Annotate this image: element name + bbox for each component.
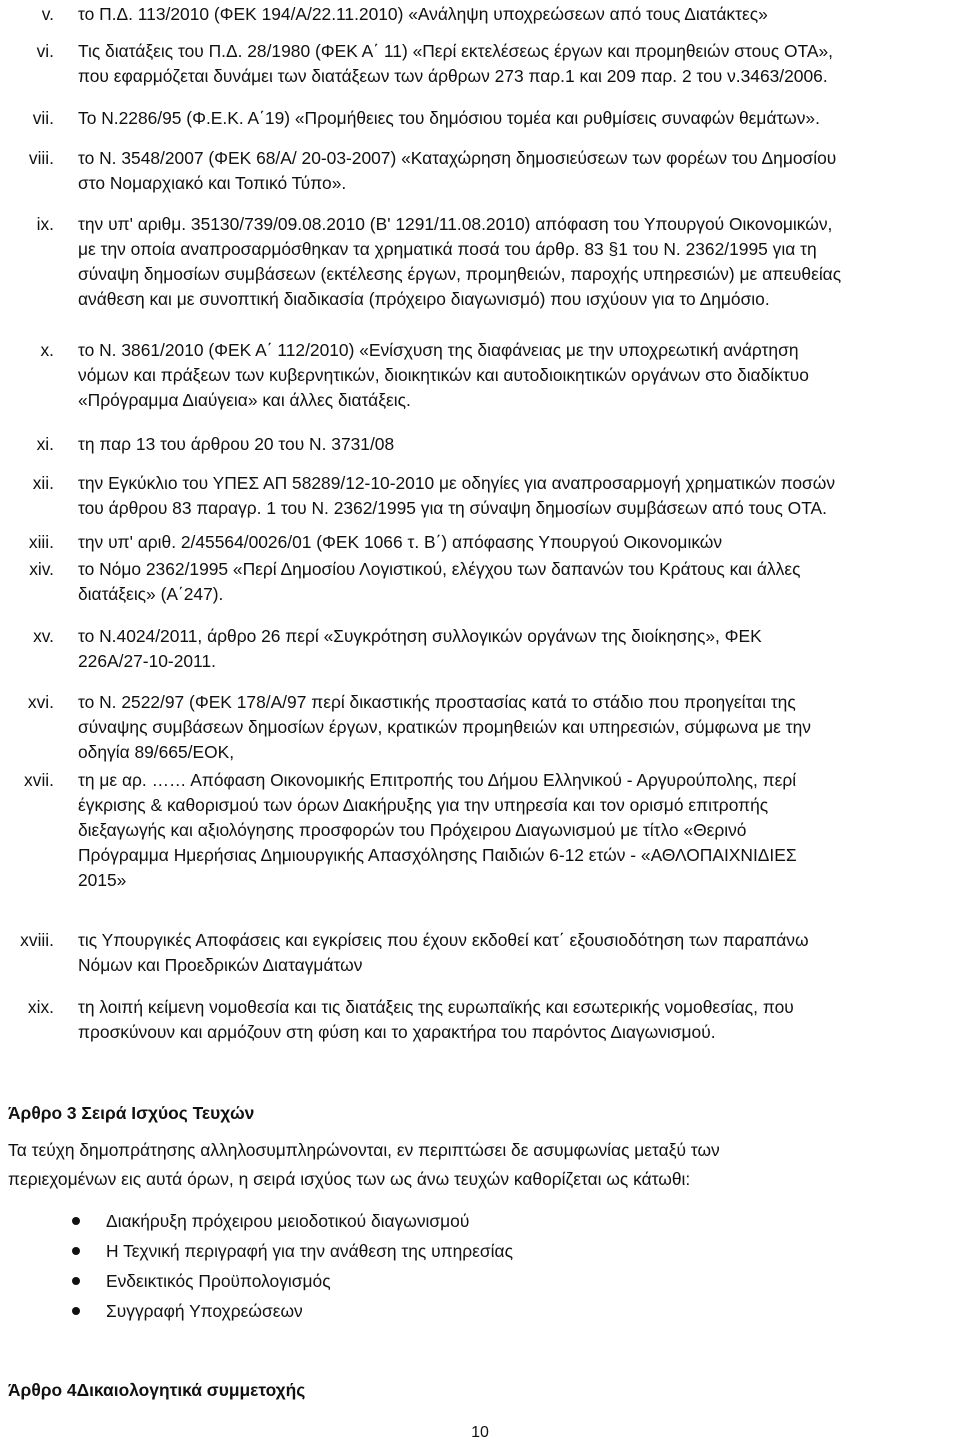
item-line: το Ν. 2522/97 (ΦΕΚ 178/Α/97 περί δικαστικής προστασίας κατά το στάδιο που προηγείται της [78, 692, 796, 712]
item-text [78, 212, 954, 312]
item-number: xix. [27, 997, 54, 1017]
item-line: Πρόγραμμα Ημερήσιας Δημιουργικής Απασχόλησης Παιδιών 6-12 ετών - «ΑΘΛΟΠΑΙΧΝΙΔΙΕΣ [78, 845, 797, 865]
item-text [78, 557, 954, 607]
item-line: οδηγία 89/665/ΕΟΚ, [78, 742, 235, 762]
item-text [78, 338, 954, 413]
item-number: x. [40, 340, 54, 360]
item-text [78, 2, 954, 27]
article-3-section [8, 1101, 954, 1326]
bullet-icon [72, 1217, 80, 1225]
item-line: με την οποία αναπροσαρμόσθηκαν τα χρηματικά ποσά του άρθρ. 83 §1 του Ν. 2362/1995 για τη [78, 239, 817, 259]
item-line: το Ν. 3548/2007 (ΦΕΚ 68/Α/ 20-03-2007) «Καταχώρηση δημοσιεύσεων των φορέων του Δημοσίου [78, 148, 837, 168]
bullet-icon [72, 1247, 80, 1255]
item-number: xvii. [24, 770, 54, 790]
article-3-title: Άρθρο 3 Σειρά Ισχύος Τευχών [8, 1103, 255, 1123]
item-line: τη με αρ. …… Απόφαση Οικονομικής Επιτροπής του Δήμου Ελληνικού - Αργυρούπολης, περί [78, 770, 797, 790]
item-text [78, 146, 954, 196]
item-line: ανάθεση και με συνοπτική διαδικασία (πρόχειρο διαγωνισμό) που ισχύουν για το Δημόσιο. [78, 289, 770, 309]
item-number: vi. [36, 41, 54, 61]
item-number: ix. [36, 214, 54, 234]
bullet-icon [72, 1277, 80, 1285]
paragraph-line: περιεχομένων εις αυτά όρων, η σειρά ισχύος των ως άνω τευχών καθορίζεται ως κάτωθι: [8, 1169, 691, 1189]
item-text [78, 995, 954, 1045]
item-line: διεξαγωγής και αξιολόγησης προσφορών του Πρόχειρου Διαγωνισμού με τίτλο «Θερινό [78, 820, 747, 840]
item-line: 2015» [78, 870, 127, 890]
item-text [78, 39, 954, 89]
item-line: το Νόμο 2362/1995 «Περί Δημοσίου Λογιστικού, ελέγχου των δαπανών του Κράτους και άλλες [78, 559, 801, 579]
page-number: 10 [471, 1424, 489, 1441]
item-line: τις Υπουργικές Αποφάσεις και εγκρίσεις που έχουν εκδοθεί κατ΄ εξουσιοδότηση των παραπάνω [78, 930, 809, 950]
item-line: Νόμων και Προεδρικών Διαταγμάτων [78, 955, 363, 975]
bullet-text: Ενδεικτικός Προϋπολογισμός [106, 1271, 331, 1291]
article-3-bullet-list [8, 1206, 954, 1326]
item-line: νόμων και πράξεων των κυβερνητικών, διοικητικών και αυτοδιοικητικών οργάνων στο διαδίκτυο [78, 365, 809, 385]
bullet-item [8, 1236, 954, 1266]
item-line: την υπ' αριθμ. 35130/739/09.08.2010 (Β' 1291/11.08.2010) απόφαση του Υπουργού Οικονομικών, [78, 214, 833, 234]
item-text [78, 106, 954, 131]
item-line: Τις διατάξεις του Π.Δ. 28/1980 (ΦΕΚ Α΄ 11) «Περί εκτελέσεως έργων και προμηθειών στους ΟΤΑ», [78, 41, 833, 61]
item-text [78, 928, 954, 978]
item-text [78, 624, 954, 674]
item-line: στο Νομαρχιακό και Τοπικό Τύπο». [78, 173, 347, 193]
article-4-title: Άρθρο 4Δικαιολογητικά συμμετοχής [8, 1380, 306, 1400]
item-number: xiv. [29, 559, 54, 579]
item-line: που εφαρμόζεται δυνάμει των διατάξεων των άρθρων 273 παρ.1 και 209 παρ. 2 του ν.3463/2006. [78, 66, 828, 86]
item-number: xii. [32, 473, 54, 493]
item-line: την υπ' αριθ. 2/45564/0026/01 (ΦΕΚ 1066 τ. Β΄) απόφασης Υπουργού Οικονομικών [78, 532, 723, 552]
item-number: viii. [28, 148, 54, 168]
item-line: 226Α/27-10-2011. [78, 651, 216, 671]
item-line: έγκρισης & καθορισμού των όρων Διακήρυξης για την υπηρεσία και τον ορισμό επιτροπής [78, 795, 769, 815]
bullet-text: Συγγραφή Υποχρεώσεων [106, 1301, 303, 1321]
item-line: σύναψης συμβάσεων δημοσίων έργων, κρατικών προμηθειών και υπηρεσιών, σύμφωνα με την [78, 717, 811, 737]
item-line: το Ν.4024/2011, άρθρο 26 περί «Συγκρότηση συλλογικών οργάνων της διοίκησης», ΦΕΚ [78, 626, 762, 646]
item-text [78, 432, 954, 457]
item-line: το Π.Δ. 113/2010 (ΦΕΚ 194/Α/22.11.2010) «Ανάληψη υποχρεώσεων από τους Διατάκτες» [78, 4, 768, 24]
item-line: τη λοιπή κείμενη νομοθεσία και τις διατάξεις της ευρωπαϊκής και εσωτερικής νομοθεσίας, που [78, 997, 794, 1017]
item-text [78, 530, 954, 555]
item-number: xviii. [20, 930, 54, 950]
item-line: του άρθρου 83 παραγρ. 1 του Ν. 2362/1995 για τη σύναψη δημοσίων συμβάσεων από τους ΟΤΑ. [78, 498, 827, 518]
item-number: xvi. [27, 692, 54, 712]
bullet-item [8, 1266, 954, 1296]
item-line: τη παρ 13 του άρθρου 20 του Ν. 3731/08 [78, 434, 395, 454]
item-text [78, 471, 954, 521]
item-line: προσκύνουν και αρμόζουν στη φύση και το χαρακτήρα του παρόντος Διαγωνισμού. [78, 1022, 716, 1042]
item-line: Το Ν.2286/95 (Φ.Ε.Κ. Α΄19) «Προμήθειες του δημόσιου τομέα και ρυθμίσεις συναφών θεμάτων». [78, 108, 820, 128]
item-line: «Πρόγραμμα Διαύγεια» και άλλες διατάξεις. [78, 390, 411, 410]
bullet-item [8, 1296, 954, 1326]
paragraph-line: Τα τεύχη δημοπράτησης αλληλοσυμπληρώνονται, εν περιπτώσει δε ασυμφωνίας μεταξύ των [8, 1140, 720, 1160]
item-number: xv. [33, 626, 54, 646]
article-3-paragraph [8, 1138, 954, 1192]
item-number: xiii. [28, 532, 54, 552]
bullet-text: Η Τεχνική περιγραφή για την ανάθεση της υπηρεσίας [106, 1241, 513, 1261]
item-line: διατάξεις» (Α΄247). [78, 584, 224, 604]
item-line: σύναψη δημοσίων συμβάσεων (εκτέλεσης έργων, προμηθειών, παροχής υπηρεσιών) με απευθείας [78, 264, 842, 284]
item-number: xi. [36, 434, 54, 454]
article-4-section [8, 1378, 954, 1403]
item-line: το Ν. 3861/2010 (ΦΕΚ Α΄ 112/2010) «Ενίσχυση της διαφάνειας με την υποχρεωτική ανάρτηση [78, 340, 799, 360]
item-text [78, 690, 954, 765]
bullet-text: Διακήρυξη πρόχειρου μειοδοτικού διαγωνισμού [106, 1211, 470, 1231]
item-text [78, 768, 954, 893]
item-number: vii. [32, 108, 54, 128]
bullet-icon [72, 1307, 80, 1315]
item-line: την Εγκύκλιο του ΥΠΕΣ ΑΠ 58289/12-10-2010 με οδηγίες για αναπροσαρμογή χρηματικών ποσών [78, 473, 836, 493]
item-number: v. [41, 4, 54, 24]
bullet-item [8, 1206, 954, 1236]
